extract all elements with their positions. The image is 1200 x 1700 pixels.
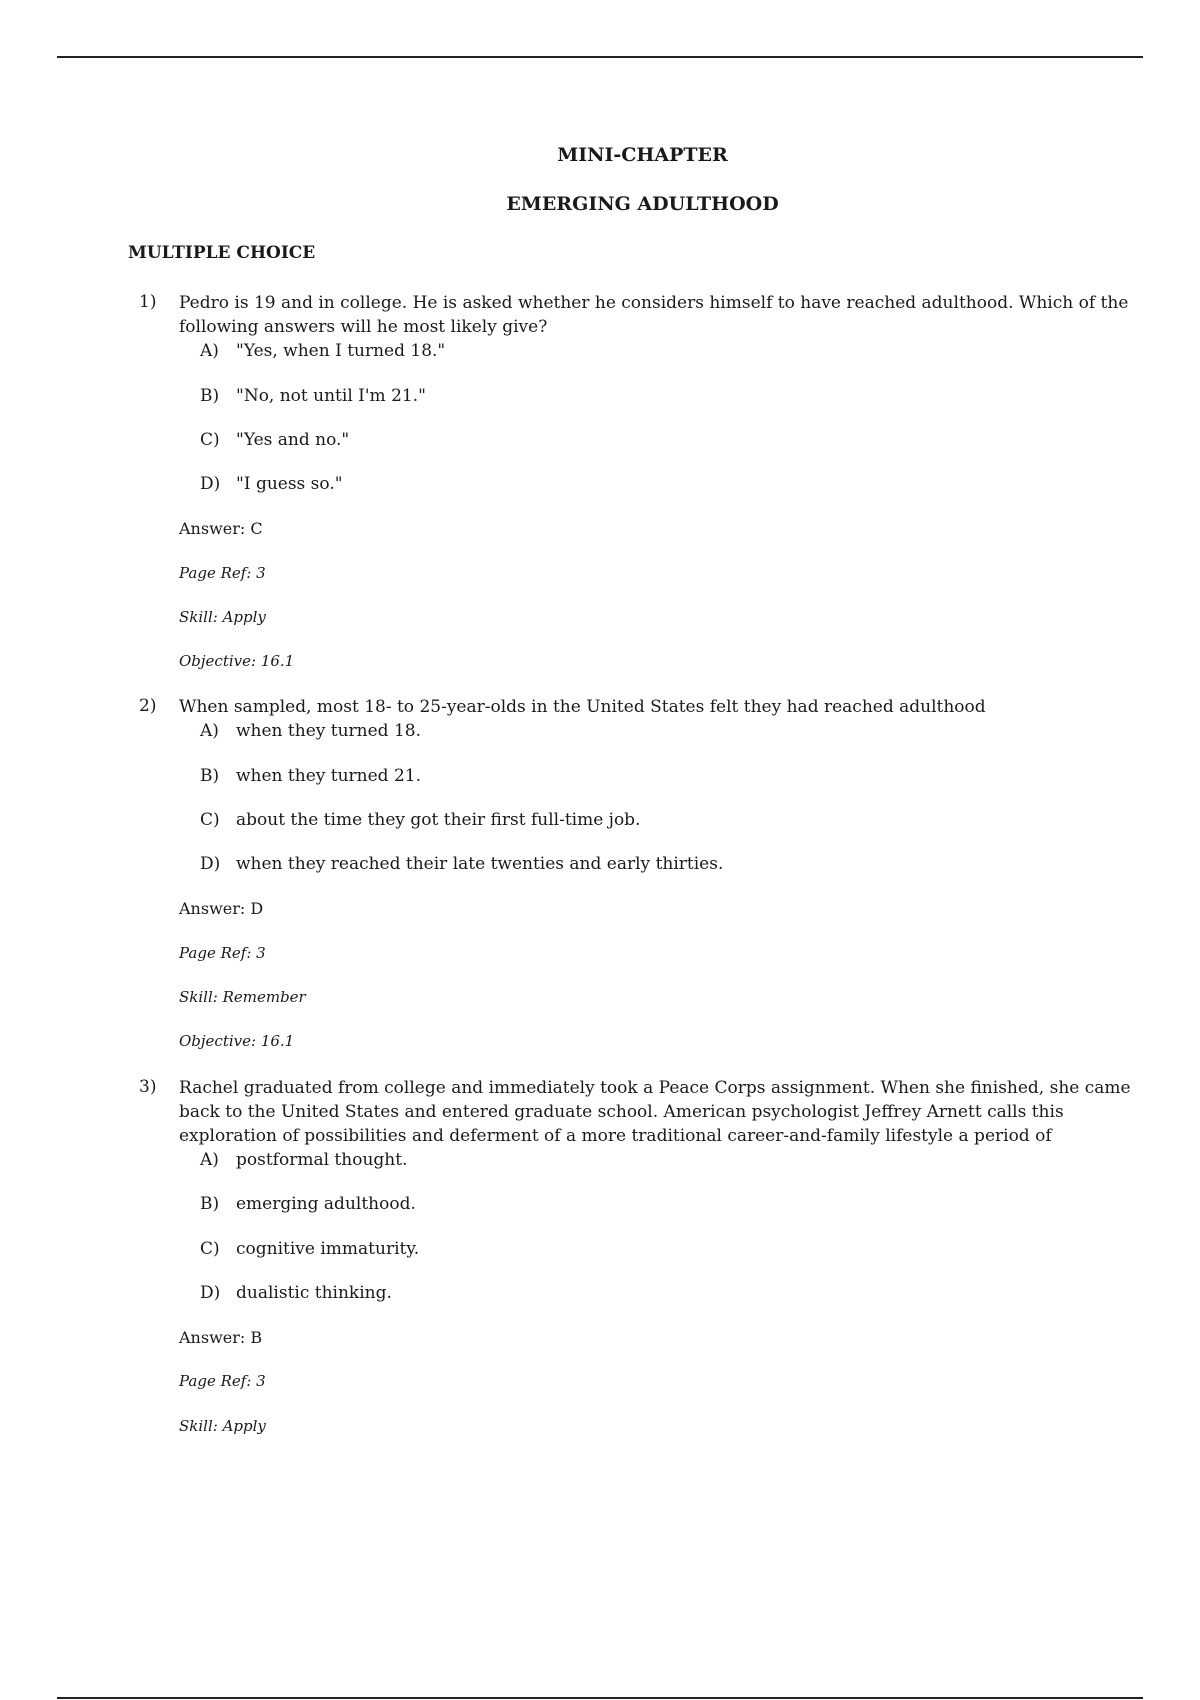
option-b (200, 386, 426, 406)
page-subtitle: EMERGING ADULTHOOD (506, 193, 779, 215)
page-ref: Page Ref: 3 (179, 1372, 266, 1390)
option-a (200, 341, 445, 361)
skill: Skill: Apply (179, 1417, 266, 1435)
option-letter: D) (200, 1283, 221, 1303)
objective: Objective: 16.1 (179, 1032, 295, 1050)
option-d (200, 854, 723, 874)
option-a (200, 721, 421, 741)
option-d (200, 1283, 392, 1303)
page-title: MINI-CHAPTER (557, 144, 728, 166)
option-letter: C) (200, 810, 220, 830)
question-number: 3) (139, 1077, 157, 1097)
option-text: "No, not until I'm 21." (236, 386, 426, 406)
option-letter: A) (200, 721, 219, 741)
option-text: when they turned 21. (236, 766, 421, 786)
option-letter: A) (200, 1150, 219, 1170)
option-c (200, 810, 640, 830)
option-letter: B) (200, 766, 220, 786)
skill: Skill: Remember (179, 988, 306, 1006)
option-text: "Yes, when I turned 18." (236, 341, 446, 361)
option-text: when they reached their late twenties and early thirties. (236, 854, 724, 874)
skill: Skill: Apply (179, 608, 266, 626)
option-d (200, 474, 343, 494)
bottom-rule (57, 1697, 1143, 1699)
question-number: 1) (139, 292, 157, 312)
option-letter: C) (200, 1239, 220, 1259)
option-text: when they turned 18. (236, 721, 421, 741)
question-text: Rachel graduated from college and immediately took a Peace Corps assignment. When she finished, she came back to the United States and entered graduate school. American psychologist Jeffrey Arnett calls this exploration of possibilities and deferment of a more traditional career-and-family lifestyle a period of (179, 1078, 1131, 1146)
option-a (200, 1150, 407, 1170)
option-text: cognitive immaturity. (236, 1239, 420, 1259)
objective: Objective: 16.1 (179, 652, 295, 670)
answer: Answer: D (179, 899, 264, 918)
question-number: 2) (139, 696, 157, 716)
option-b (200, 766, 421, 786)
option-text: about the time they got their first full-time job. (236, 810, 641, 830)
option-text: "Yes and no." (236, 430, 350, 450)
option-text: emerging adulthood. (236, 1194, 416, 1214)
option-letter: A) (200, 341, 219, 361)
option-text: "I guess so." (236, 474, 343, 494)
page-ref: Page Ref: 3 (179, 564, 266, 582)
question-text: Pedro is 19 and in college. He is asked whether he considers himself to have reached adulthood. Which of the following answers will he most likely give? (179, 293, 1129, 337)
option-c (200, 430, 349, 450)
option-c (200, 1239, 419, 1259)
option-text: postformal thought. (236, 1150, 408, 1170)
option-letter: C) (200, 430, 220, 450)
option-letter: B) (200, 386, 220, 406)
answer: Answer: B (179, 1328, 263, 1347)
top-rule (57, 56, 1143, 58)
page-ref: Page Ref: 3 (179, 944, 266, 962)
option-text: dualistic thinking. (236, 1283, 392, 1303)
question-text: When sampled, most 18- to 25-year-olds in the United States felt they had reached adulthood (179, 697, 986, 717)
answer: Answer: C (179, 519, 263, 538)
option-letter: D) (200, 474, 221, 494)
option-b (200, 1194, 416, 1214)
section-heading: MULTIPLE CHOICE (128, 243, 316, 263)
option-letter: B) (200, 1194, 220, 1214)
option-letter: D) (200, 854, 221, 874)
